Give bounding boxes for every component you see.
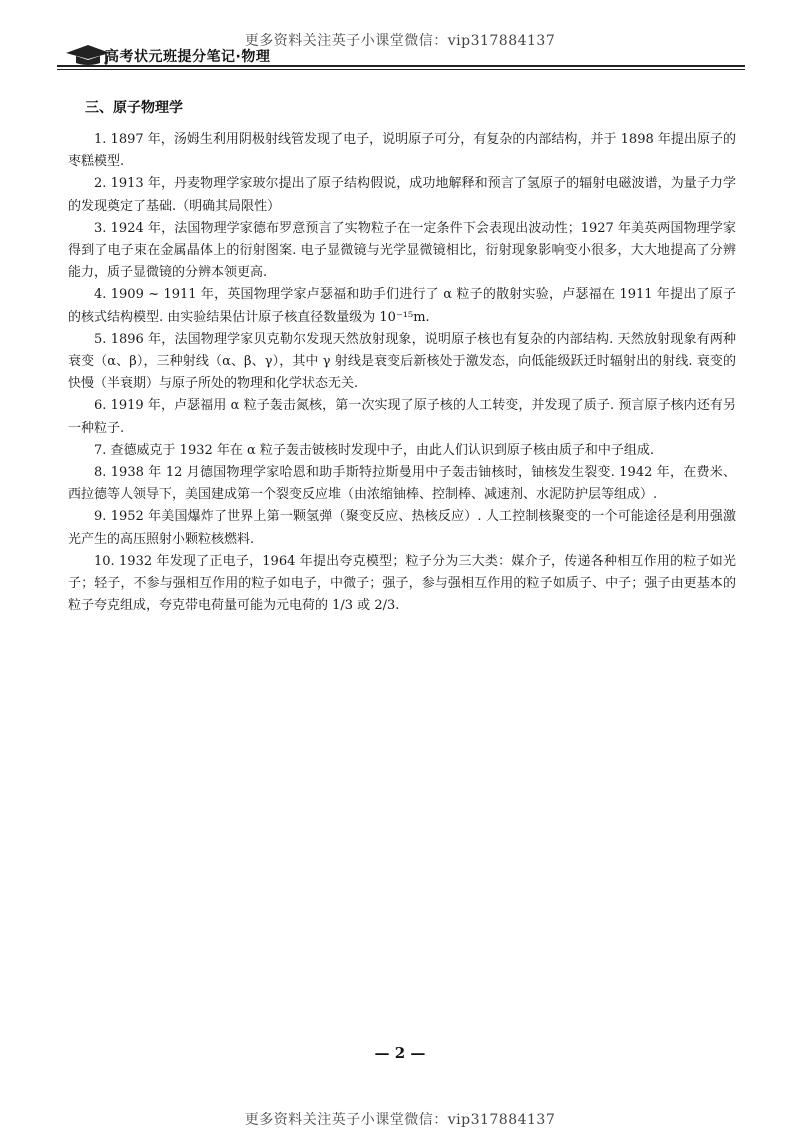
- header-rule: [57, 65, 745, 67]
- page-header: [57, 44, 745, 68]
- paragraph: 5. 1896 年，法国物理学家贝克勒尔发现天然放射现象，说明原子核也有复杂的内部结构. 天然放射现象有两种衰变（α、β），三种射线（α、β、γ），其中 γ 射线是衰变后新核处于激发态，向低能级跃迁时辐射出的射线. 衰变的快慢（半衰期）与原子所处的物理和化学状态无关.: [68, 331, 736, 392]
- graduation-cap-icon: [64, 44, 110, 66]
- paragraph: 6. 1919 年，卢瑟福用 α 粒子轰击氮核，第一次实现了原子核的人工转变，并发现了质子. 预言原子核内还有另一种粒子.: [68, 398, 736, 436]
- paragraph: 3. 1924 年，法国物理学家德布罗意预言了实物粒子在一定条件下会表现出波动性；1927 年美英两国物理学家得到了电子束在金属晶体上的衍射图案. 电子显微镜与光学显微镜相比，衍射现象影响变小很多，大大地提高了分辨能力，质子显微镜的分辨本领更高.: [68, 220, 736, 281]
- watermark-bottom: 更多资料关注英子小课堂微信：vip317884137: [244, 1112, 556, 1128]
- watermark-top: 更多资料关注英子小课堂微信：vip317884137: [244, 33, 556, 49]
- paragraph: 8. 1938 年 12 月德国物理学家哈恩和助手斯特拉斯曼用中子轰击铀核时，铀核发生裂变. 1942 年，在费米、西拉德等人领导下，美国建成第一个裂变反应堆（由浓缩铀棒、控制棒、减速剂、水泥防护层等组成）.: [68, 465, 736, 503]
- section-title: 三、原子物理学: [85, 100, 183, 116]
- paragraph: 9. 1952 年美国爆炸了世界上第一颗氢弹（聚变反应、热核反应）. 人工控制核聚变的一个可能途径是利用强激光产生的高压照射小颗粒核燃料.: [68, 509, 736, 547]
- paragraph: 4. 1909 ~ 1911 年，英国物理学家卢瑟福和助手们进行了 α 粒子的散射实验，卢瑟福在 1911 年提出了原子的核式结构模型. 由实验结果估计原子核直径数量级为 10⁻¹⁵m.: [68, 287, 736, 325]
- paragraph: 7. 查德威克于 1932 年在 α 粒子轰击铍核时发现中子，由此人们认识到原子核由质子和中子组成.: [94, 442, 655, 458]
- header-title: 高考状元班提分笔记·物理: [105, 49, 271, 65]
- paragraph: 1. 1897 年，汤姆生利用阴极射线管发现了电子，说明原子可分，有复杂的内部结构，并于 1898 年提出原子的枣糕模型.: [68, 132, 736, 170]
- paragraph: 2. 1913 年，丹麦物理学家玻尔提出了原子结构假说，成功地解释和预言了氢原子的辐射电磁波谱，为量子力学的发现奠定了基础.（明确其局限性）: [68, 176, 736, 214]
- section-body: [68, 129, 736, 617]
- page-number: — 2 —: [374, 1044, 426, 1062]
- header-rule-thin: [57, 69, 745, 70]
- paragraph: 10. 1932 年发现了正电子，1964 年提出夸克模型；粒子分为三大类：媒介子，传递各种相互作用的粒子如光子；轻子，不参与强相互作用的粒子如电子，中微子；强子，参与强相互作用的粒子如质子、中子；强子由更基本的粒子夸克组成，夸克带电荷量可能为元电荷的 1/3 或 2/3.: [68, 553, 736, 614]
